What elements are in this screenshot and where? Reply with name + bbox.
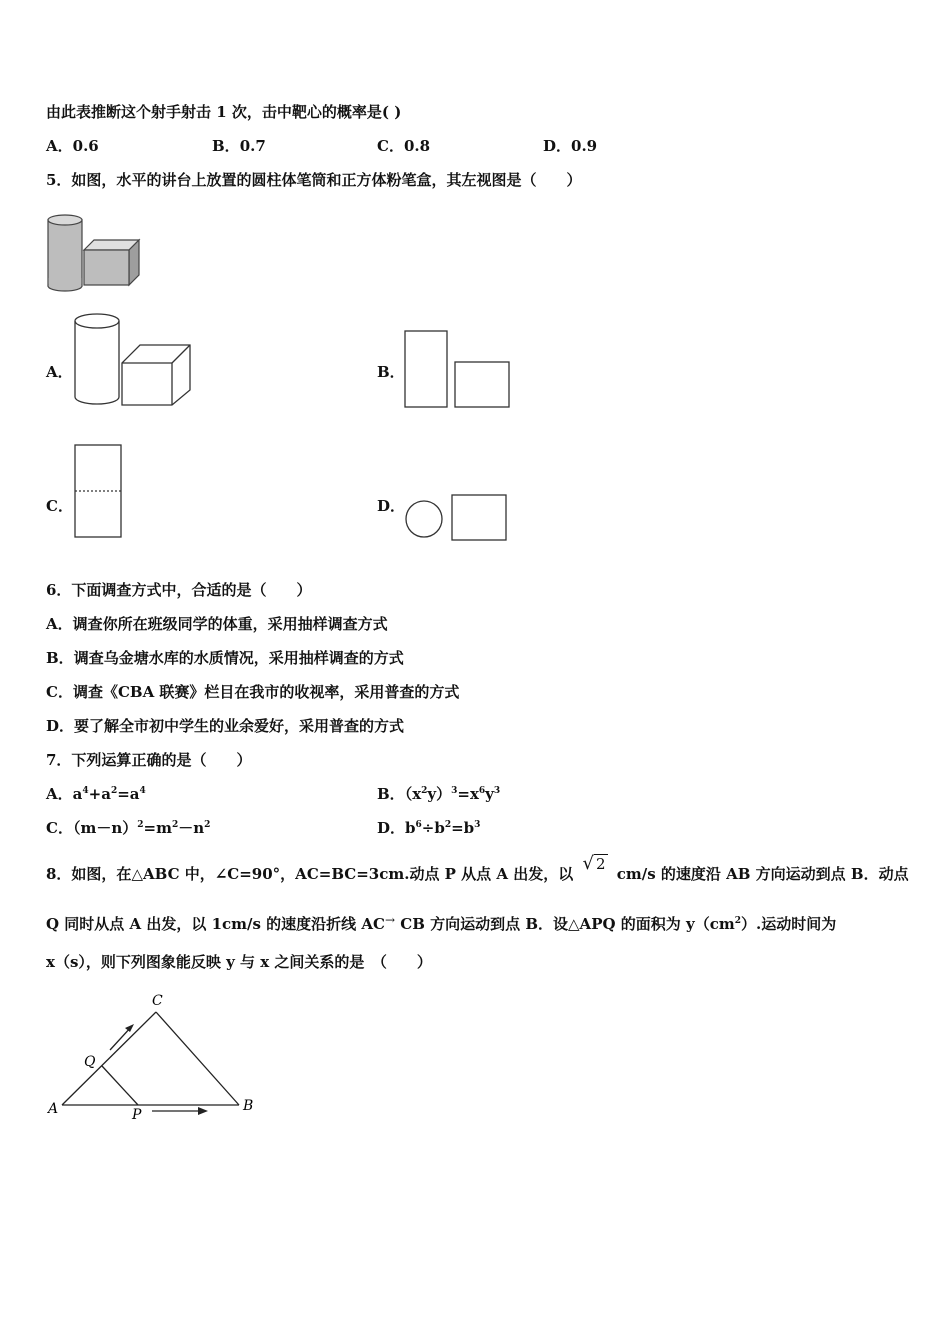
- q5-option-b-label: B．: [377, 363, 405, 381]
- q6-option-d: D．要了解全市初中学生的业余爱好，采用普查的方式: [46, 717, 405, 735]
- label-b: B: [243, 1098, 254, 1114]
- q7-option-d: D．$b^6\div b^2=b^3$: [377, 819, 481, 837]
- q5-main-figure: [44, 210, 144, 290]
- q5-stem: 5．如图，水平的讲台上放置的圆柱体笔筒和正方体粉笔盒，其左视图是（ ）: [46, 171, 582, 189]
- q8-line3: x（s），则下列图象能反映 y 与 x 之间关系的是 （ ）: [46, 953, 432, 971]
- cube-shape: [84, 240, 139, 285]
- q4-option-d: D．0.9: [543, 137, 598, 155]
- q6-option-c: C．调查《CBA 联赛》栏目在我市的收视率，采用普查的方式: [46, 683, 460, 701]
- q8-line2: Q 同时从点 A 出发，以 1cm/s 的速度沿折线 AC→ CB 方向运动到点 B．设△APQ 的面积为 $y(cm^2)$.运动时间为: [46, 913, 837, 933]
- q5-option-c-figure: [72, 442, 126, 540]
- label-c: C: [152, 993, 163, 1009]
- q6-option-a: A．调查你所在班级同学的体重，采用抽样调查方式: [46, 615, 388, 633]
- side-cb: [156, 1012, 239, 1105]
- q5-option-a-figure: [70, 305, 195, 410]
- label-p: P: [132, 1107, 142, 1123]
- q5-option-d-label: D．: [377, 497, 406, 515]
- q5-option-a-label: A．: [46, 363, 73, 381]
- segment-qp: [102, 1066, 138, 1105]
- cylinder-shape: [48, 215, 82, 291]
- side-ac: [62, 1012, 156, 1105]
- q4-stem: 由此表推断这个射手射击 1 次，击中靶心的概率是( ): [46, 103, 402, 121]
- q4-option-b: B．0.7: [212, 137, 266, 155]
- q8-line1: 8．如图，在△ABC 中，∠C=90°，AC=BC=3cm.动点 P 从点 A 出发，以 √ 2 cm/s 的速度沿 AB 方向运动到点 B．动点: [46, 853, 909, 883]
- label-q: Q: [84, 1054, 96, 1070]
- q4-option-a: A．0.6: [46, 137, 99, 155]
- q5-option-d-figure: [402, 492, 512, 544]
- q6-option-b: B．调查乌金塘水库的水质情况，采用抽样调查的方式: [46, 649, 404, 667]
- q7-stem: 7．下列运算正确的是（ ）: [46, 751, 252, 769]
- q4-option-c: C．0.8: [377, 137, 431, 155]
- label-a: A: [48, 1101, 59, 1117]
- q8-triangle-figure: [44, 988, 264, 1123]
- sqrt-expression: √ 2: [582, 853, 606, 874]
- q5-option-c-label: C．: [46, 497, 73, 515]
- q6-stem: 6．下面调查方式中，合适的是（ ）: [46, 581, 312, 599]
- q7-option-a: A．$a^4+a^2=a^4$: [46, 785, 146, 803]
- q5-option-b-figure: [402, 328, 512, 410]
- q7-option-c: C．$(m-n)^2=m^2-n^2$: [46, 819, 211, 837]
- q7-option-b: B．$(x^2y)^3=x^6y^3$: [377, 785, 501, 803]
